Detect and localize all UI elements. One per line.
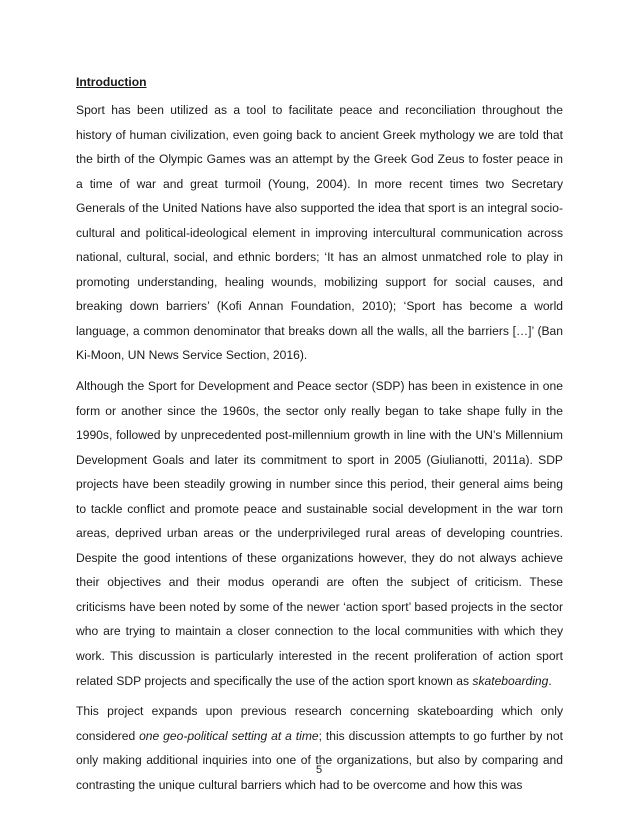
- paragraph-2-emphasis: skateboarding: [472, 673, 549, 688]
- paragraph-3-continuation: ; this discussion attempts to go further by not only making additional inquiries into one of the organizations, but also by comparing and contrasting the unique cultural barriers which had to be overcome and how this was: [76, 728, 563, 792]
- paragraph-3: [76, 699, 563, 797]
- paragraph-2-end: .: [548, 673, 552, 688]
- document-body: [76, 72, 563, 803]
- paragraph-3-emphasis: one geo-political setting at a time: [139, 728, 319, 743]
- paragraph-2-text: Although the Sport for Development and Peace sector (SDP) has been in existence in one form or another since the 1960s, the sector only really began to take shape fully in the 1990s, followed by unprecedented post-millennium growth in line with the UN’s Millennium Development Goals and later its commitment to sport in 2005 (Giulianotti, 2011a). SDP projects have been steadily growing in number since this period, their general aims being to tackle conflict and promote peace and sustainable social development in the war torn areas, deprived urban areas or the underprivileged rural areas of developing countries. Despite the good intentions of these organizations however, they do not always achieve their objectives and their modus operandi are often the subject of criticism. These criticisms have been noted by some of the newer ‘action sport’ based projects in the sector who are trying to maintain a closer connection to the local communities with which they work. This discussion is particularly interested in the recent proliferation of action sport related SDP projects and specifically the use of the action sport known as: [76, 379, 563, 688]
- paragraph-2: [76, 374, 563, 693]
- page-number: 5: [315, 764, 323, 776]
- paragraph-3-text: This project expands upon previous research concerning skateboarding which only considered: [76, 704, 563, 743]
- paragraph-1: Sport has been utilized as a tool to facilitate peace and reconciliation throughout the history of human civilization, even going back to ancient Greek mythology we are told that the birth of the Olympic Games was an attempt by the Greek God Zeus to foster peace in a time of war and great turmoil (Young, 2004). In more recent times two Secretary Generals of the United Nations have also supported the idea that sport is an integral socio-cultural and political-ideological element in improving intercultural communication across national, cultural, social, and ethnic borders; ‘It has an almost unmatched role to play in promoting understanding, healing wounds, mobilizing support for social causes, and breaking down barriers’ (Kofi Annan Foundation, 2010); ‘Sport has become a world language, a common denominator that breaks down all the walls, all the barriers […]’ (Ban Ki-Moon, UN News Service Section, 2016).: [76, 103, 563, 363]
- section-heading: Introduction: [76, 75, 147, 89]
